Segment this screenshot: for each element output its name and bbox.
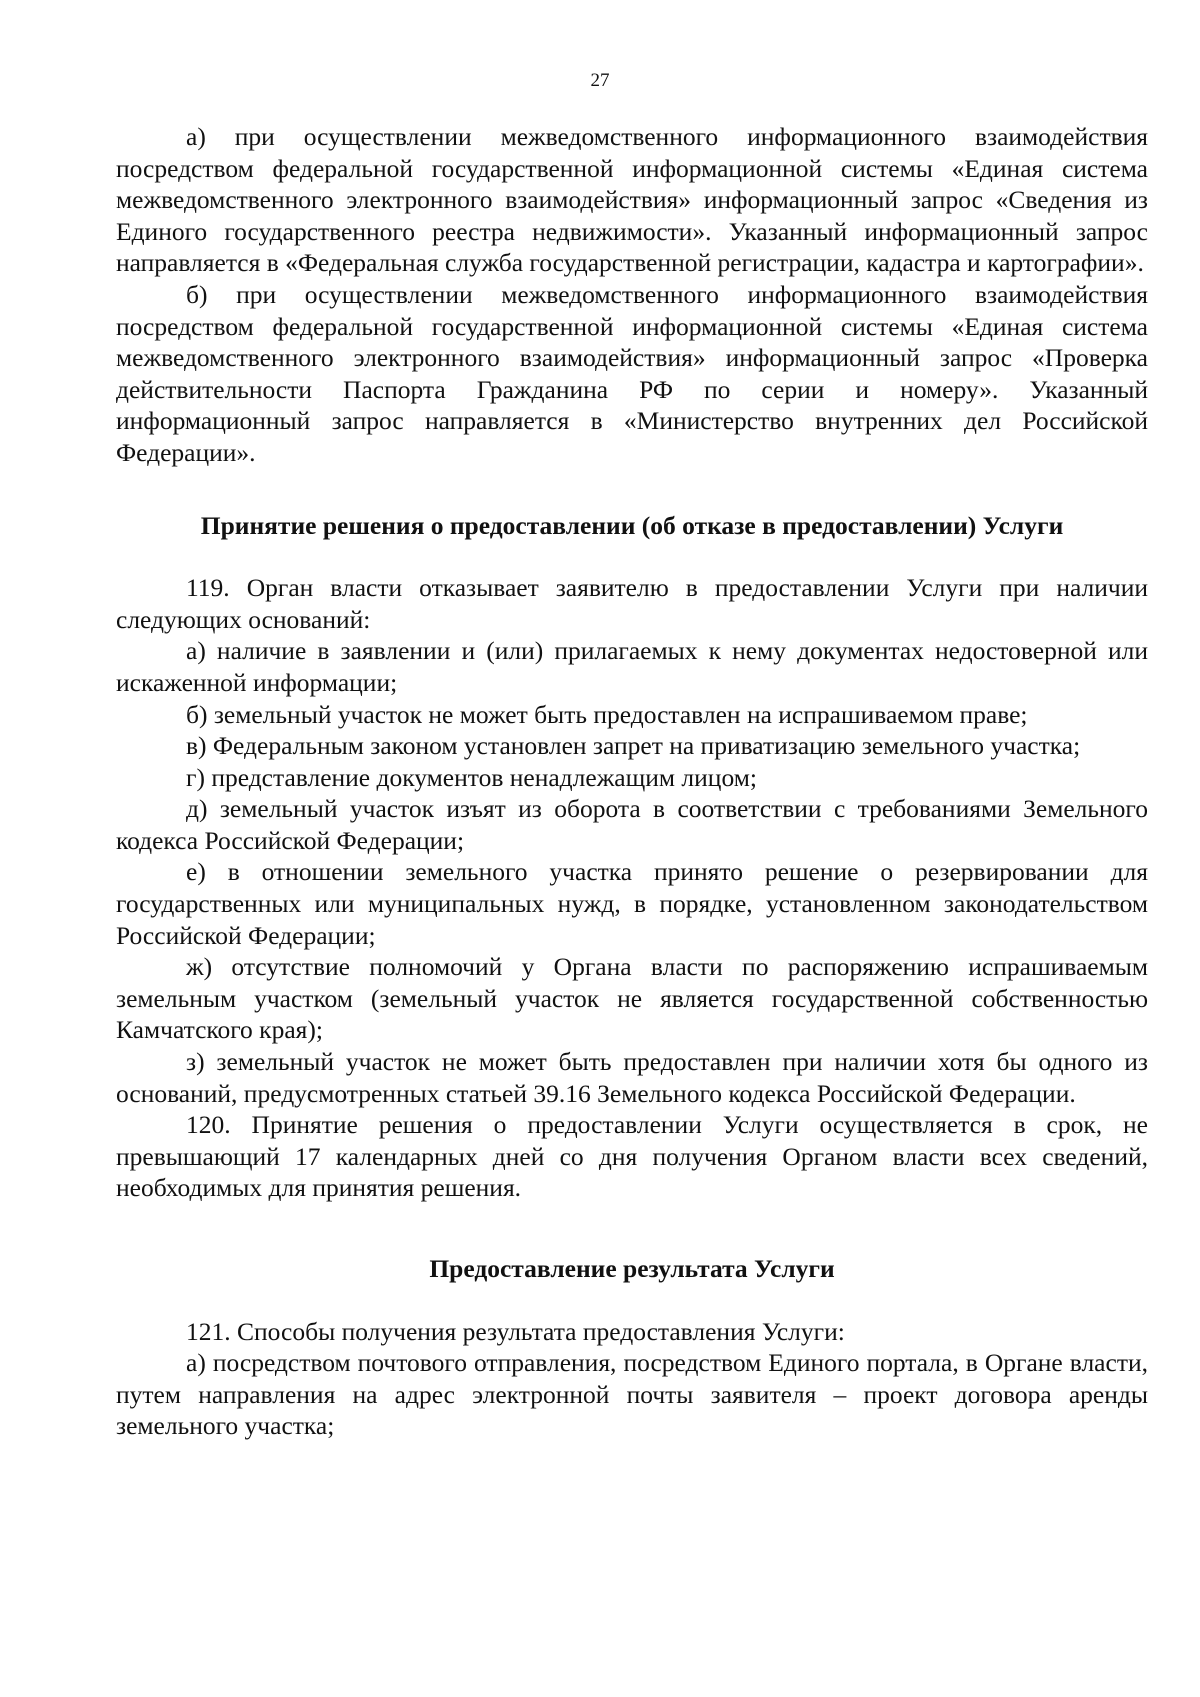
section-heading-result: Предоставление результата Услуги (429, 1254, 835, 1283)
paragraph-119-zh: ж) отсутствие полномочий у Органа власти по распоряжению испрашиваемым земельным участком (земельный участок не является государственной собственностью Камчатского края); (116, 952, 1148, 1045)
paragraph-119-g: г) представление документов ненадлежащим лицом; (186, 762, 757, 792)
paragraph-119-d: д) земельный участок изъят из оборота в соответствии с требованиями Земельного кодекса Российской Федерации; (116, 794, 1148, 855)
document-body (116, 121, 1148, 1442)
section-heading-decision: Принятие решения о предоставлении (об отказе в предоставлении) Услуги (200, 510, 1064, 540)
paragraph-119: 119. Орган власти отказывает заявителю в предоставлении Услуги при наличии следующих оснований: (116, 573, 1148, 634)
paragraph-120: 120. Принятие решения о предоставлении Услуги осуществляется в срок, не превышающий 17 календарных дней со дня получения Органом власти всех сведений, необходимых для принятия решения. (116, 1110, 1148, 1203)
paragraph-a-egrn-request: а) при осуществлении межведомственного информационного взаимодействия посредством федеральной государственной информационной системы «Единая система межведомственного электронного взаимодействия» информационный запрос «Сведения из Единого государственного реестра недвижимости». Указанный информационный запрос направляется в «Федеральная служба государственной регистрации, кадастра и картографии». (116, 122, 1148, 278)
paragraph-121-a: а) посредством почтового отправления, посредством Единого портала, в Органе власти, путем направления на адрес электронной почты заявителя – проект договора аренды земельного участка; (116, 1348, 1148, 1441)
paragraph-119-z: з) земельный участок не может быть предоставлен при наличии хотя бы одного из оснований, предусмотренных статьей 39.16 Земельного кодекса Российской Федерации. (116, 1047, 1148, 1108)
paragraph-119-a: а) наличие в заявлении и (или) прилагаемых к нему документах недостоверной или искаженной информации; (116, 636, 1148, 697)
paragraph-119-e: е) в отношении земельного участка принято решение о резервировании для государственных или муниципальных нужд, в порядке, установленном законодательством Российской Федерации; (116, 857, 1148, 950)
paragraph-121: 121. Способы получения результата предоставления Услуги: (186, 1316, 845, 1346)
paragraph-b-passport-request: б) при осуществлении межведомственного информационного взаимодействия посредством федеральной государственной информационной системы «Единая система межведомственного электронного взаимодействия» информационный запрос «Проверка действительности Паспорта Гражданина РФ по серии и номеру». Указанный информационный запрос направляется в «Министерство внутренних дел Российской Федерации». (116, 279, 1148, 467)
page-number: 27 (590, 70, 610, 91)
paragraph-119-b: б) земельный участок не может быть предоставлен на испрашиваемом праве; (186, 699, 1028, 729)
paragraph-119-v: в) Федеральным законом установлен запрет на приватизацию земельного участка; (186, 731, 1081, 761)
